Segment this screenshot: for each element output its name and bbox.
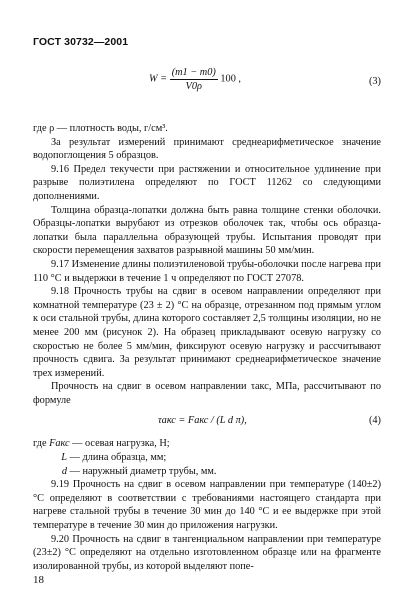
formula-3-expression [149,66,241,93]
paragraph: Толщина образца-лопатки должна быть равна толщине стенки оболочки. Образцы-лопатки вырубают из отрезков оболочек так, чтобы ось образца-лопатки была параллельна образующей трубы. Испытания проводят при скорости перемещения захватов разрывной машины 50 мм/мин. [33,204,381,257]
formula-4 [33,407,381,437]
formula-3-denominator: V0ρ [185,81,202,92]
where-item: L — длина образца, мм; [61,452,167,464]
formula-4-number: (4) [368,415,381,427]
formula-3-number: (3) [368,76,381,87]
paragraph: 9.18 Прочность трубы на сдвиг в осевом направлении определяют при комнатной температуре (23 ± 2) °С на образце, отрезанном под прямым углом к оси стальной трубы, длина которого составляет 2,5 толщины изоляции, но не менее 200 мм (рисунок 2). На образец прикладывают осевую нагрузку со скоростью не более 5 мм/мин, фиксируют осевую нагрузку и рассчитывают прочность сдвига. За результат принимают среднеарифметическое значение трех измерений. [33,286,381,379]
where-item: d — наружный диаметр трубы, мм. [61,465,217,477]
formula-4-expression: τакс = Fакс / (L d π), [158,415,247,427]
where-rho: где ρ — плотность воды, г/см³. [33,123,168,134]
paragraph: Прочность на сдвиг в осевом направлении τакс, МПа, рассчитывают по формуле [33,381,381,406]
paragraph: 9.16 Предел текучести при растяжении и относительное удлинение при разрыве полиэтилена определяют по ГОСТ 11262 со следующими дополнениями. [33,163,381,202]
paragraph: 9.19 Прочность на сдвиг в осевом направлении при температуре (140±2) °С определяют в соответствии с требованиями настоящего стандарта при нагреве стальной трубы в течение 30 мин до 140 °С и ее выдержке при этой температуре в течение 30 мин до приложения нагрузки. [33,479,381,532]
where-list [33,437,381,478]
body-text [33,122,381,573]
paragraph: 9.20 Прочность на сдвиг в тангенциальном направлении при температуре (23±2) °С определяют на отдельно изготовленном образце или на фрагменте изолированной трубы, из которой выделяют попе- [33,533,381,572]
standard-header: ГОСТ 30732—2001 [33,36,129,48]
page-number: 18 [33,574,44,586]
formula-3-numerator: (m1 − m0) [171,67,216,78]
formula-3-lhs: W = [149,73,170,85]
formula-3-factor: 100 , [220,73,241,85]
paragraph: 9.17 Изменение длины полиэтиленовой трубы-оболочки после нагрева при 110 °С и выдержки в течение 1 ч определяют по ГОСТ 27078. [33,258,381,284]
where-item: где Fакс — осевая нагрузка, Н; [33,438,170,450]
formula-3-fraction [170,66,218,93]
paragraph: За результат измерений принимают среднеарифметическое значение водопоглощения 5 образцов. [33,136,381,162]
